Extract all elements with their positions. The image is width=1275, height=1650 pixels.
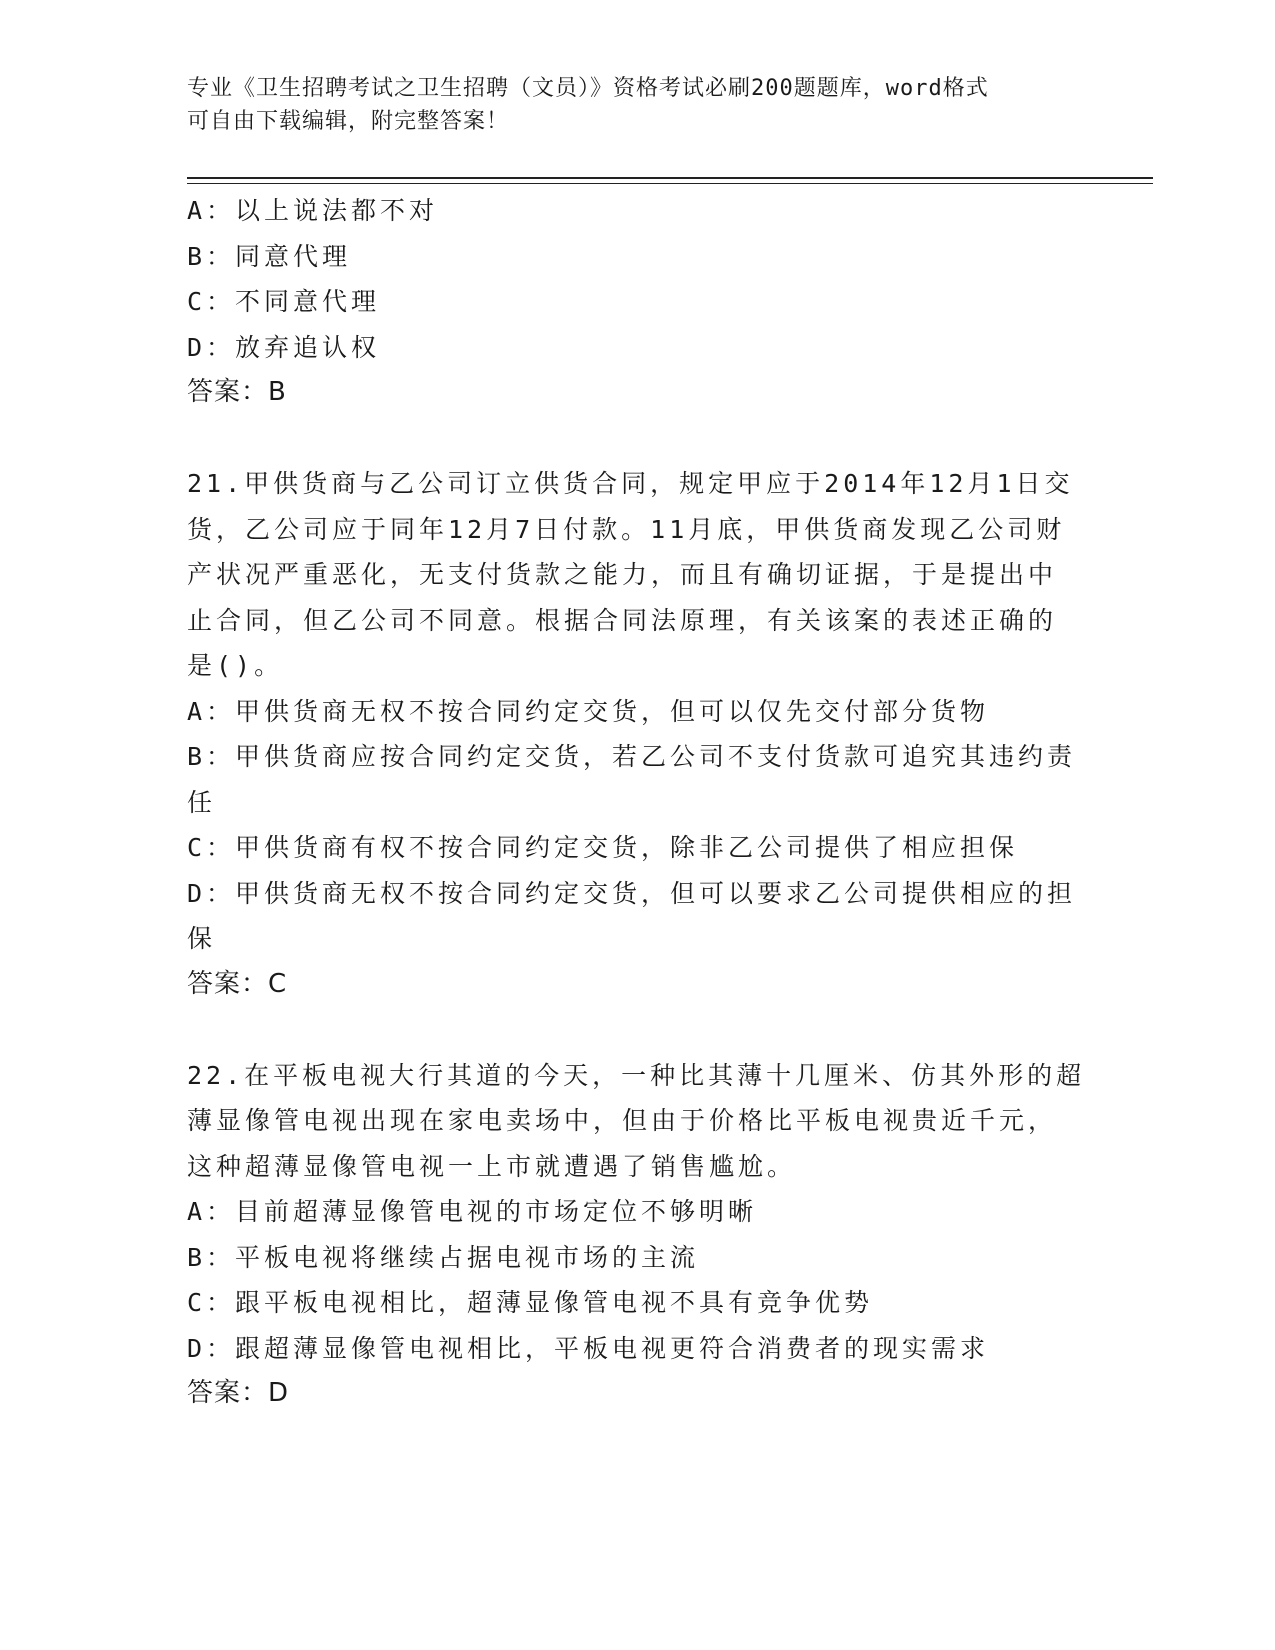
spacer [187, 1007, 1087, 1053]
question-text-line: 止合同，但乙公司不同意。根据合同法原理，有关该案的表述正确的 [187, 605, 1058, 635]
option-d: D：放弃追认权 [187, 332, 381, 362]
option-b: B：同意代理 [187, 241, 352, 271]
answer: 答案：C [187, 968, 288, 999]
option-c: C：甲供货商有权不按合同约定交货，除非乙公司提供了相应担保 [187, 833, 1019, 862]
option-b: B：平板电视将继续占据电视市场的主流 [187, 1242, 700, 1272]
answer: 答案：B [187, 377, 287, 407]
option-a: A：甲供货商无权不按合同约定交货，但可以仅先交付部分货物 [187, 696, 990, 726]
header-line-2: 可自由下载编辑，附完整答案！ [187, 109, 510, 134]
option-b-continued: 任 [187, 787, 217, 817]
question-21 [187, 461, 1087, 1007]
document-body [187, 188, 1087, 1417]
question-text-line: 这种超薄显像管电视一上市就遭遇了销售尴尬。 [187, 1151, 797, 1181]
header-divider-thin [187, 183, 1153, 184]
option-a: A：以上说法都不对 [187, 196, 439, 225]
header-divider-thick [187, 177, 1153, 179]
question-22 [187, 1053, 1087, 1417]
header-line-1: 专业《卫生招聘考试之卫生招聘（文员）》资格考试必刷200题题库，word格式 [187, 76, 989, 101]
question-text-line: 21.甲供货商与乙公司订立供货合同，规定甲应于2014年12月1日交 [187, 469, 1074, 498]
option-c: C：不同意代理 [187, 287, 381, 316]
option-d: D：甲供货商无权不按合同约定交货，但可以要求乙公司提供相应的担 [187, 878, 1077, 908]
question-text-line: 薄显像管电视出现在家电卖场中，但由于价格比平板电视贵近千元， [187, 1106, 1058, 1135]
answer: 答案：D [187, 1378, 290, 1408]
question-text-line: 是()。 [187, 651, 284, 680]
question-text-line: 22.在平板电视大行其道的今天，一种比其薄十几厘米、仿其外形的超 [187, 1060, 1086, 1090]
question-20 [187, 188, 1087, 416]
option-a: A：目前超薄显像管电视的市场定位不够明晰 [187, 1197, 758, 1226]
option-b: B：甲供货商应按合同约定交货，若乙公司不支付货款可追究其违约责 [187, 742, 1077, 771]
option-c: C：跟平板电视相比，超薄显像管电视不具有竞争优势 [187, 1288, 874, 1317]
option-d: D：跟超薄显像管电视相比，平板电视更符合消费者的现实需求 [187, 1333, 990, 1363]
spacer [187, 416, 1087, 462]
option-d-continued: 保 [187, 924, 217, 953]
question-text-line: 货，乙公司应于同年12月7日付款。11月底，甲供货商发现乙公司财 [187, 514, 1066, 544]
question-text-line: 产状况严重恶化，无支付货款之能力，而且有确切证据，于是提出中 [187, 560, 1058, 589]
document-header [187, 72, 1067, 138]
